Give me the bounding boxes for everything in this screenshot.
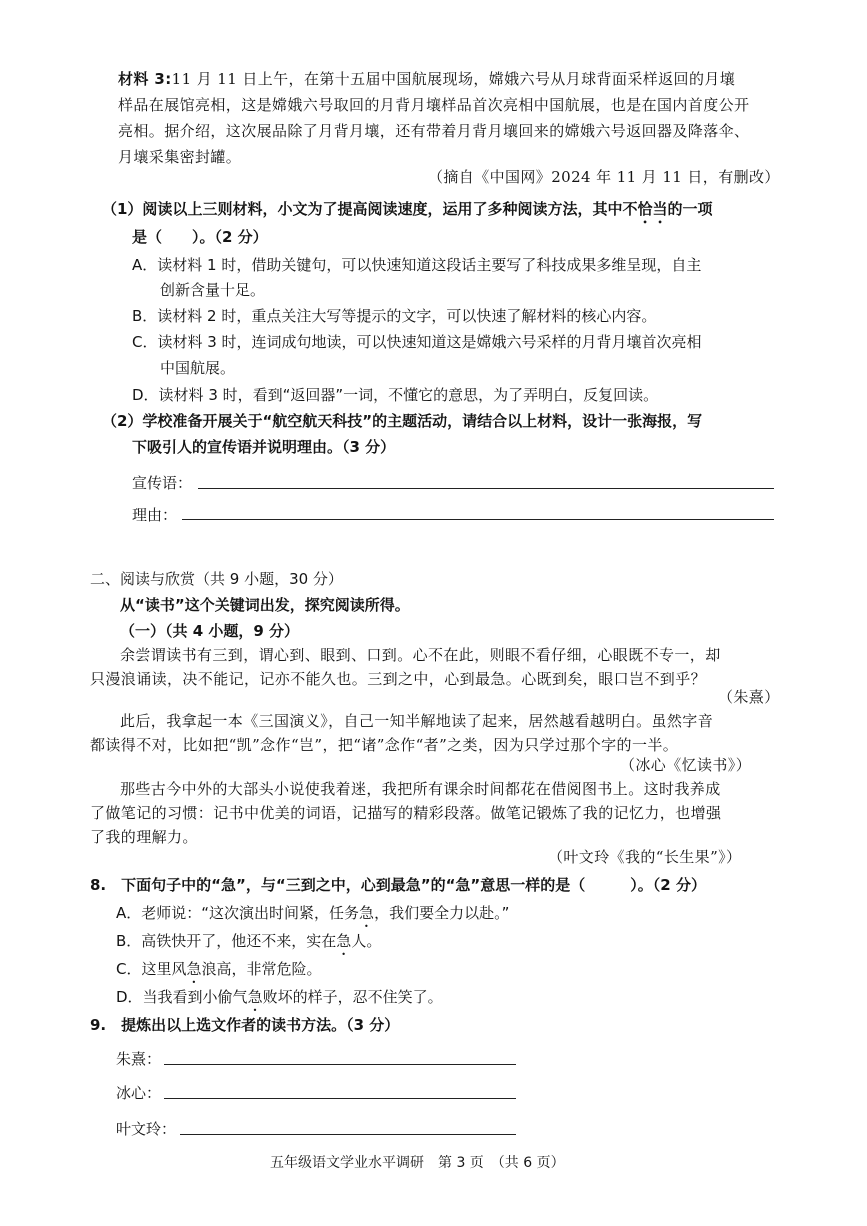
q1-option-a-line1: A．读材料 1 时，借助关键句，可以快速知道这段话主要写了科技成果多维呈现，自主 — [132, 256, 702, 274]
q8-option-b — [116, 930, 381, 959]
section2-part1: （一）（共 4 小题，9 分） — [120, 622, 300, 640]
q1-option-d: D．读材料 3 时，看到“返回器”一词，不懂它的意思，为了弄明白，反复回读。 — [132, 386, 659, 404]
material3-line1 — [118, 68, 735, 90]
q9-label-bingxin: 冰心： — [116, 1084, 162, 1102]
q9-answer-line-zhuxi[interactable] — [164, 1064, 516, 1065]
q9-label-yewenling: 叶文玲： — [116, 1120, 177, 1138]
q8-option-d — [116, 986, 443, 1015]
section2-intro: 从“读书”这个关键词出发，探究阅读所得。 — [120, 596, 410, 614]
q8-option-b-pre: B．高铁快开了，他还不来，实在 — [116, 932, 337, 950]
q8-option-d-pre: D．当我看到小偷气 — [116, 988, 248, 1006]
q2-reason-answer-line[interactable] — [182, 519, 774, 520]
material3-line3: 亮相。据介绍，这次展品除了月背月壤，还有带着月背月壤回来的嫦娥六号返回器及降落伞、 — [118, 122, 750, 140]
passage-p2-line1: 此后，我拿起一本《三国演义》，自己一知半解地读了起来，居然越看越明白。虽然字音 — [120, 712, 714, 730]
q9-answer-line-bingxin[interactable] — [164, 1098, 516, 1099]
q1-option-c-line1: C．读材料 3 时，连词成句地读，可以快速知道这是嫦娥六号采样的月背月壤首次亮相 — [132, 333, 702, 351]
q9-answer-line-yewenling[interactable] — [180, 1134, 516, 1135]
passage-p3-line3: 了我的理解力。 — [90, 828, 198, 846]
passage-p3-source: （叶文玲《我的“长生果”》） — [548, 848, 742, 866]
q9-label-zhuxi: 朱熹： — [116, 1050, 162, 1068]
q8-option-b-post: 人。 — [351, 932, 382, 950]
q8-option-c-post: 浪高，非常危险。 — [201, 960, 322, 978]
q8-option-a-emphasis: 急 — [359, 904, 375, 922]
q2-slogan-answer-line[interactable] — [198, 488, 774, 489]
material3-source: （摘自《中国网》2024 年 11 月 11 日，有删改） — [428, 168, 780, 186]
passage-p2-line2: 都读得不对，比如把“凯”念作“岂”，把“诸”念作“者”之类，因为只学过那个字的一半。 — [90, 736, 679, 754]
q1-option-b: B．读材料 2 时，重点关注大写等提示的文字，可以快速了解材料的核心内容。 — [132, 307, 657, 325]
q8-option-a-post: ，我们要全力以赴。” — [374, 904, 510, 922]
q8-option-c — [116, 958, 322, 987]
material3-line2: 样品在展馆亮相，这是嫦娥六号取回的月背月壤样品首次亮相中国航展，也是在国内首度公开 — [118, 96, 750, 114]
passage-p1-line2: 只漫浪诵读，决不能记，记亦不能久也。三到之中，心到最急。心既到矣，眼口岂不到乎？ — [90, 670, 707, 688]
q2-stem-line2: 下吸引人的宣传语并说明理由。（3 分） — [132, 438, 396, 456]
q8-option-d-post: 败坏的样子，忍不住笑了。 — [262, 988, 443, 1006]
q1-option-c-line2: 中国航展。 — [160, 359, 236, 377]
q8-option-b-emphasis: 急 — [336, 932, 352, 950]
q1-stem-a: （1）阅读以上三则材料，小文为了提高阅读速度，运用了多种阅读方法，其中不 — [102, 200, 638, 218]
q1-stem-line2: 是（ ）。（2 分） — [132, 228, 268, 246]
q8-option-c-emphasis: 急 — [186, 960, 202, 978]
q1-stem-b: 的一项 — [667, 200, 713, 218]
passage-p2-source: （冰心《忆读书》） — [620, 756, 752, 774]
section2-title: 二、阅读与欣赏（共 9 小题，30 分） — [90, 570, 343, 588]
q8-stem: 8. 下面句子中的“急”，与“三到之中，心到最急”的“急”意思一样的是（ ）。（2 分） — [90, 876, 706, 894]
q9-stem: 9. 提炼出以上选文作者的读书方法。（3 分） — [90, 1016, 400, 1034]
passage-p3-line1: 那些古今中外的大部头小说使我着迷，我把所有课余时间都花在借阅图书上。这时我养成 — [120, 780, 721, 798]
q8-option-a-pre: A．老师说：“这次演出时间紧，任务 — [116, 904, 360, 922]
q2-reason-label: 理由： — [132, 506, 178, 524]
material3-lead: 材料 3: — [118, 70, 172, 88]
q8-option-c-pre: C．这里风 — [116, 960, 187, 978]
material3-line4: 月壤采集密封罐。 — [118, 148, 242, 166]
q2-stem-line1: （2）学校准备开展关于“航空航天科技”的主题活动，请结合以上材料，设计一张海报，写 — [102, 412, 703, 430]
q1-stem-line1 — [102, 198, 712, 227]
material3-line1-text: 11 月 11 日上午，在第十五届中国航展现场，嫦娥六号从月球背面采样返回的月壤 — [171, 70, 736, 88]
passage-p3-line2: 了做笔记的习惯：记书中优美的词语，记描写的精彩段落。做笔记锻炼了我的记忆力，也增强 — [90, 804, 722, 822]
q8-option-d-emphasis: 急 — [247, 988, 263, 1006]
page-footer: 五年级语文学业水平调研 第 3 页 （共 6 页） — [270, 1155, 565, 1171]
passage-p1-source: （朱熹） — [718, 688, 780, 706]
q2-slogan-label: 宣传语： — [132, 474, 193, 492]
q8-option-a — [116, 902, 509, 931]
passage-p1-line1: 余尝谓读书有三到，谓心到、眼到、口到。心不在此，则眼不看仔细，心眼既不专一，却 — [120, 646, 721, 664]
q1-option-a-line2: 创新含量十足。 — [160, 281, 266, 299]
q1-stem-emphasis: 恰当 — [637, 200, 668, 218]
